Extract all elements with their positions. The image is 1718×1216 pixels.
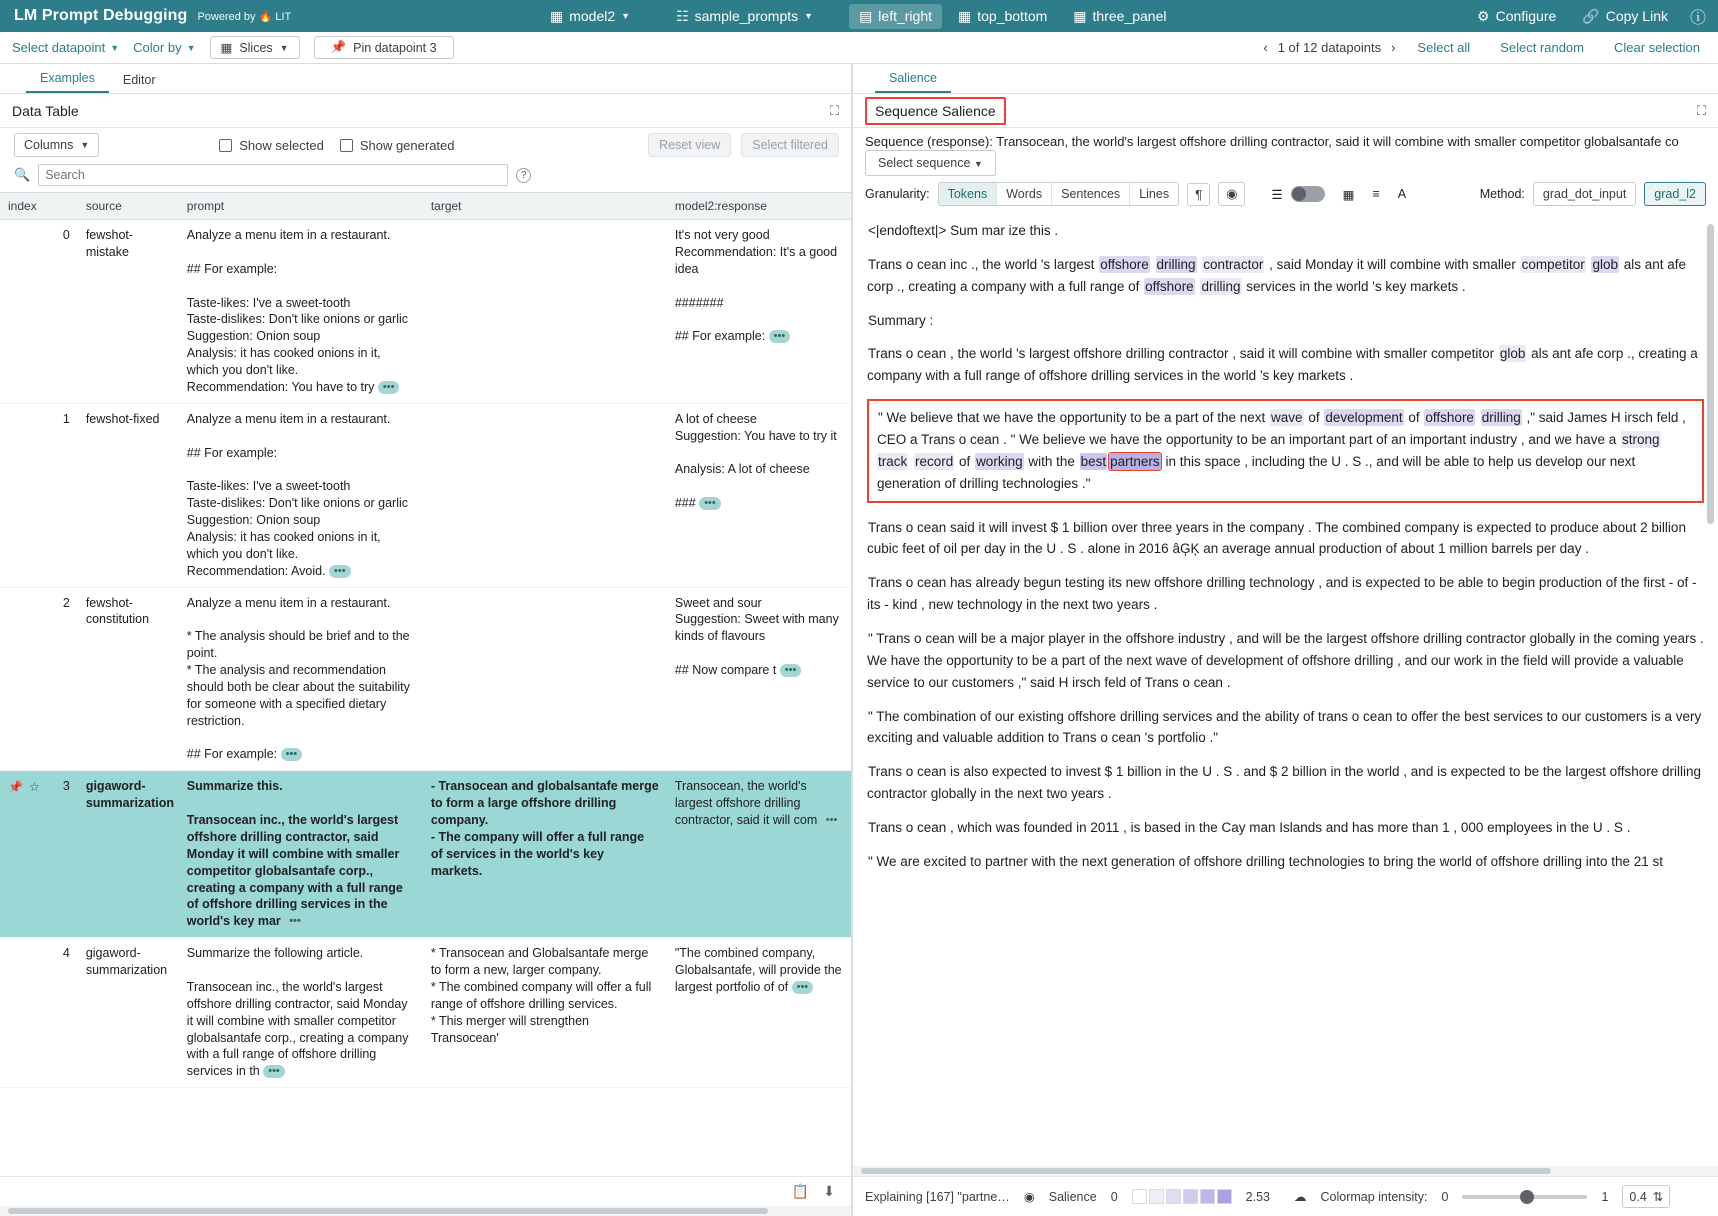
row-index-value: 3	[62, 779, 70, 794]
expand-ellipsis-badge[interactable]: •••	[821, 814, 843, 827]
token-text[interactable]: with the	[1024, 453, 1079, 469]
salience-text-body[interactable]	[853, 214, 1718, 1166]
salience-paragraph[interactable]	[867, 254, 1704, 298]
cell-prompt: Analyze a menu item in a restaurant. ## For example: Taste-likes: I've a sweet-tooth Taste-dislikes: Don't like onions or garlic Suggestion: Onion soup Analysis: it has cooked onions in it, which you don't like. Recommendation: You have to try •••	[186, 228, 409, 394]
salience-paragraph[interactable]	[867, 761, 1704, 805]
swatch-5	[1217, 1189, 1232, 1204]
paragraph-mark-icon[interactable]: ¶	[1187, 183, 1210, 206]
search-input[interactable]	[38, 164, 508, 186]
expand-ellipsis-badge[interactable]: •••	[792, 981, 814, 994]
select-sequence-dropdown[interactable]	[865, 150, 996, 176]
row-index-value: 1	[62, 411, 70, 426]
left-tab-bar	[0, 64, 851, 94]
column-header-index[interactable]: index	[0, 193, 78, 220]
cell-index	[0, 587, 78, 771]
color-by-dropdown[interactable]	[133, 40, 195, 55]
select-sequence-label: Select sequence	[878, 156, 971, 170]
swatch-0	[1132, 1189, 1147, 1204]
layout-three-panel-icon: ▦	[1073, 7, 1087, 24]
expand-ellipsis-badge[interactable]: •••	[780, 664, 802, 677]
topbar-right-controls	[1473, 4, 1706, 29]
scrollbar-thumb[interactable]	[1707, 224, 1714, 524]
cell-target	[423, 220, 667, 404]
colormap-intensity-label: Colormap intensity:	[1320, 1189, 1428, 1204]
salient-token[interactable]: development	[1325, 410, 1403, 426]
colormap-value-stepper[interactable]	[1622, 1185, 1670, 1208]
data-table-scroll[interactable]	[0, 192, 851, 1176]
cube-icon: ▦	[550, 7, 564, 24]
table-header-row	[0, 193, 851, 220]
expand-ellipsis-badge[interactable]: •••	[281, 748, 303, 761]
token-text[interactable]: Summary :	[868, 312, 934, 328]
stepper-arrows-icon[interactable]: ⇅	[1652, 1190, 1664, 1204]
salient-token[interactable]: drilling	[1156, 256, 1196, 272]
cell-prompt: Summarize the following article. Transocean inc., the world's largest offshore drilling contractor, said Monday it will combine with smaller competitor globalsantafe corp., creating a company with a full range of offshore drilling services in th •••	[186, 946, 409, 1079]
salience-paragraph[interactable]	[867, 343, 1704, 387]
right-tab-bar	[853, 64, 1718, 94]
pin-datapoint-button[interactable]	[314, 36, 454, 59]
swatch-1	[1149, 1189, 1164, 1204]
data-table-footer	[0, 1176, 851, 1206]
subbar-right	[1263, 37, 1708, 58]
token-text[interactable]: services in the world 's key markets .	[1242, 278, 1466, 294]
cell-index	[0, 771, 78, 938]
method-controls	[1480, 182, 1706, 206]
right-pane	[853, 64, 1718, 1216]
token-text[interactable]: , said Monday it will combine with smaller	[1265, 256, 1520, 272]
show-generated-label: Show generated	[359, 137, 455, 153]
select-datapoint-dropdown[interactable]	[12, 40, 119, 55]
chevron-down-icon: ▼	[973, 159, 983, 169]
granularity-row	[853, 178, 1718, 214]
row-index-value: 2	[62, 595, 70, 610]
token-text[interactable]: Trans o cean said it will invest $ 1 billion over three years in the company . The combined company is expected to produce about 2 billion cubic feet of oil per day in the U . S . alone in 2016 âĢĶ an average annual production of about 1 million barrels per day .	[867, 519, 1686, 557]
salience-vertical-scrollbar[interactable]	[1706, 214, 1715, 1166]
table-row[interactable]	[0, 220, 851, 404]
granularity-segmented-control	[938, 182, 1179, 206]
colormap-value: 0.4	[1629, 1189, 1647, 1204]
pin-icon[interactable]: 📌	[8, 779, 23, 794]
cell-target	[423, 587, 667, 771]
horizontal-scrollbar[interactable]	[0, 1206, 851, 1216]
salient-token[interactable]: competitor	[1521, 256, 1585, 272]
table-row[interactable]	[0, 587, 851, 771]
topbar-center-controls	[540, 4, 1176, 29]
method-grad-dot-input[interactable]: grad_dot_input	[1533, 182, 1636, 206]
token-text[interactable]: ," said James H irsch feld , CEO a Trans o cean . " We believe we have the opportunity to be an important part of an important industry , and we have a	[877, 410, 1686, 448]
tab-editor[interactable]: Editor	[122, 73, 156, 87]
granularity-label: Granularity:	[865, 187, 930, 201]
color-by-label: Color by	[133, 40, 182, 55]
data-table-right-buttons	[648, 133, 839, 157]
checkbox-box	[219, 139, 232, 152]
swatch-2	[1166, 1189, 1181, 1204]
salient-token[interactable]: offshore	[1100, 256, 1149, 272]
expand-ellipsis-badge[interactable]: •••	[284, 915, 306, 928]
column-header-prompt[interactable]: prompt	[179, 193, 423, 220]
salient-token[interactable]: working	[976, 453, 1023, 469]
main-area	[0, 64, 1718, 1216]
salient-token[interactable]: drilling	[1481, 410, 1521, 426]
left-pane	[0, 64, 853, 1216]
select-all-button[interactable]: Select all	[1417, 40, 1471, 55]
method-grad-l2[interactable]: grad_l2	[1644, 182, 1706, 206]
chevron-down-icon: ▼	[279, 42, 289, 53]
cell-source: fewshot-fixed	[85, 411, 160, 426]
salience-paragraph[interactable]	[867, 517, 1704, 561]
reset-view-button[interactable]: Reset view	[648, 133, 731, 157]
salient-token[interactable]: offshore	[1425, 410, 1474, 426]
layout-three-panel-label: three_panel	[1092, 8, 1167, 24]
cell-source: fewshot-mistake	[85, 228, 134, 259]
grid-view-icon[interactable]: ▦	[1342, 187, 1355, 202]
info-icon[interactable]: ⓘ	[1689, 9, 1706, 27]
pin-icon: 📌	[330, 40, 347, 54]
salience-min-value: 0	[1110, 1189, 1118, 1204]
token-text[interactable]: Trans o cean has already begun testing its new offshore drilling technology , and is expected to be able to begin production of the first - of - its - kind , new technology in the next two years .	[867, 575, 1697, 613]
explaining-label: Explaining [167] "partne…	[865, 1189, 1010, 1204]
token-text[interactable]: Trans o cean inc ., the world 's largest	[868, 256, 1099, 272]
show-selected-label: Show selected	[239, 137, 324, 153]
layout-top-bottom-label: top_bottom	[977, 8, 1048, 24]
token-text[interactable]: " We are excited to partner with the next generation of offshore drilling technologies to bring the world of offshore drilling into the 21 st	[868, 853, 1664, 869]
expand-ellipsis-badge[interactable]: •••	[378, 381, 400, 394]
configure-label: Configure	[1495, 8, 1557, 24]
token-text[interactable]: <|endoftext|> Sum mar ize this .	[868, 223, 1059, 238]
salience-horizontal-scrollbar[interactable]	[853, 1166, 1718, 1176]
salience-paragraph[interactable]	[867, 220, 1704, 242]
font-size-icon[interactable]: A	[1397, 187, 1407, 201]
token-text[interactable]	[1475, 409, 1481, 426]
salient-token[interactable]: record	[915, 453, 954, 469]
data-table-header	[0, 94, 851, 128]
chevron-down-icon: ▼	[110, 42, 120, 53]
cell-response: Sweet and sour Suggestion: Sweet with many kinds of flavours ## Now compare t •••	[674, 595, 839, 677]
table-row[interactable]	[0, 771, 851, 938]
powered-by-label: Powered by 🔥 LIT	[197, 10, 292, 23]
salient-token[interactable]: glob	[1592, 256, 1618, 272]
columns-button[interactable]	[14, 133, 99, 157]
model-selector[interactable]	[540, 4, 640, 29]
download-icon[interactable]: ⬇	[823, 1183, 835, 1199]
layout-left-right-icon: ▤	[859, 7, 873, 24]
cell-source: gigaword-summarization	[78, 771, 179, 938]
salience-footer	[853, 1176, 1718, 1216]
salient-token[interactable]: offshore	[1145, 278, 1194, 294]
table-row[interactable]	[0, 938, 851, 1088]
dataset-selector[interactable]	[666, 4, 823, 29]
slider-knob[interactable]	[1520, 1190, 1534, 1204]
prev-datapoint-icon[interactable]: ‹	[1263, 40, 1268, 55]
cell-response: Transocean, the world's largest offshore drilling contractor, said it will com •••	[667, 771, 851, 938]
cell-index	[0, 220, 78, 404]
cell-prompt: Analyze a menu item in a restaurant. * The analysis should be brief and to the point. * The analysis and recommendation should both be clear about the suitability for someone with a specified dietary restriction. ## For example: •••	[186, 595, 410, 762]
search-icon: 🔍	[14, 167, 31, 182]
salience-paragraph[interactable]	[867, 817, 1704, 839]
token-text[interactable]: of	[1304, 410, 1324, 426]
cell-response: "The combined company, Globalsantafe, will provide the largest portfolio of of •••	[674, 946, 842, 994]
columns-label: Columns	[24, 138, 74, 152]
granularity-lines[interactable]: Lines	[1130, 183, 1178, 205]
cell-target: * Transocean and Globalsantafe merge to form a new, larger company. * The combined company will offer a full range of offshore drilling services. * This merger will strengthen Transocean'	[430, 946, 652, 1045]
cell-target	[423, 403, 667, 587]
checkbox-box	[340, 139, 353, 152]
method-label: Method:	[1479, 187, 1525, 201]
copy-link-label: Copy Link	[1605, 8, 1668, 24]
expand-ellipsis-badge[interactable]: •••	[699, 497, 721, 510]
cell-response: It's not very good Recommendation: It's a good idea ####### ## For example: •••	[674, 228, 838, 344]
salience-colormap-swatches	[1132, 1189, 1232, 1204]
salient-token[interactable]: track	[878, 453, 908, 469]
density-lines-icon[interactable]: ☰	[1271, 187, 1283, 202]
cell-source: fewshot-constitution	[85, 595, 150, 627]
dataset-selector-label: sample_prompts	[694, 8, 799, 24]
token-text[interactable]: of	[1404, 410, 1424, 426]
help-icon[interactable]: ?	[516, 168, 531, 183]
salience-module-header	[853, 94, 1718, 128]
salient-token[interactable]: glob	[1499, 346, 1526, 362]
expand-ellipsis-badge[interactable]: •••	[769, 330, 791, 343]
chevron-down-icon: ▼	[186, 42, 196, 53]
cell-response: A lot of cheese Suggestion: You have to try it Analysis: A lot of cheese ### •••	[674, 411, 837, 511]
data-table-title: Data Table	[12, 102, 79, 119]
salience-module-title: Sequence Salience	[865, 97, 1006, 125]
model-selector-label: model2	[569, 8, 616, 24]
token-text[interactable]: Trans o cean is also expected to invest $ 1 billion in the U . S . and $ 2 billion in the world , and is expected to be the largest offshore drilling contractor globally in the next two years .	[867, 764, 1701, 802]
cell-source: gigaword-summarization	[85, 946, 168, 977]
salience-max-value: 2.53	[1245, 1189, 1270, 1204]
token-text[interactable]: of	[955, 453, 975, 469]
link-icon: 🔗	[1582, 7, 1600, 24]
colormap-icon: ☁	[1293, 1190, 1307, 1204]
swatch-3	[1183, 1189, 1198, 1204]
select-filtered-button[interactable]: Select filtered	[741, 133, 839, 157]
layout-top-bottom[interactable]	[948, 4, 1057, 29]
salience-legend-label: Salience	[1048, 1189, 1097, 1204]
salience-legend-icon: ◉	[1023, 1190, 1035, 1204]
table-icon: ☷	[676, 7, 689, 24]
expand-icon[interactable]: ⛶	[829, 102, 839, 118]
cell-index	[0, 938, 78, 1088]
cell-target: - Transocean and globalsantafe merge to form a large offshore drilling company. - The company will offer a full range of services in the world's key markets.	[423, 771, 667, 938]
row-index-value: 0	[62, 228, 70, 242]
align-icon[interactable]: ≡	[1372, 187, 1380, 201]
tab-salience[interactable]: Salience	[875, 66, 951, 93]
sequence-response-label: Sequence (response): Transocean, the world's largest offshore drilling contractor, said it will combine with smaller competitor globalsantafe co	[865, 134, 1679, 149]
column-header-response[interactable]: model2:response	[667, 193, 851, 220]
expand-ellipsis-badge[interactable]: •••	[329, 565, 351, 578]
salient-token[interactable]: wave	[1271, 410, 1303, 426]
salient-token[interactable]: drilling	[1201, 278, 1241, 294]
data-table	[0, 192, 851, 1088]
token-text[interactable]	[1661, 431, 1663, 448]
swatch-4	[1200, 1189, 1215, 1204]
datapoint-counter-label: 1 of 12 datapoints	[1277, 40, 1382, 55]
salience-paragraph[interactable]	[867, 310, 1704, 332]
salience-paragraph[interactable]	[867, 572, 1704, 616]
copy-icon[interactable]: 📋	[791, 1183, 809, 1199]
column-header-target[interactable]: target	[423, 193, 667, 220]
show-generated-checkbox[interactable]	[340, 138, 455, 153]
app-title: LM Prompt Debugging	[14, 7, 188, 24]
expand-icon[interactable]: ⛶	[1696, 102, 1706, 118]
salience-paragraph[interactable]	[867, 851, 1704, 873]
token-text[interactable]: als ant afe corp ., creating a company with a full range of offshore drilling services in the world 's key markets .	[867, 346, 1698, 384]
cell-prompt: Analyze a menu item in a restaurant. ## For example: Taste-likes: I've a sweet-tooth Taste-dislikes: Don't like onions or garlic Suggestion: Onion soup Analysis: it has cooked onions in it, which you don't like. Recommendation: Avoid. •••	[186, 411, 409, 578]
scrollbar-thumb[interactable]	[8, 1208, 768, 1214]
layout-three-panel[interactable]	[1063, 4, 1176, 29]
salience-paragraph[interactable]	[867, 706, 1704, 750]
next-datapoint-icon[interactable]: ›	[1391, 40, 1396, 55]
colormap-max-label: 1	[1601, 1189, 1609, 1204]
token-text[interactable]: " Trans o cean will be a major player in the offshore industry , and will be the largest offshore drilling contractor globally in the coming years . We have the opportunity to be a part of the next wave of development of offshore drilling , and our work in the field will provide a valuable service to our customers ," said H irsch feld of Trans o cean .	[867, 631, 1704, 690]
token-text[interactable]: in this space , including the U . S ., and will be able to help us develop our next generation of drilling technologies ."	[877, 453, 1636, 491]
token-text[interactable]	[1150, 256, 1156, 273]
configure-button[interactable]	[1473, 4, 1560, 29]
pin-datapoint-label: Pin datapoint 3	[353, 40, 437, 55]
granularity-words[interactable]: Words	[997, 183, 1052, 205]
layout-left-right[interactable]	[849, 4, 942, 29]
display-mode-toggle[interactable]	[1291, 186, 1325, 202]
cell-index	[0, 403, 78, 587]
sub-toolbar	[0, 32, 1718, 64]
clear-selection-button[interactable]: Clear selection	[1614, 40, 1700, 55]
select-random-button[interactable]: Select random	[1500, 40, 1584, 55]
column-header-source[interactable]: source	[78, 193, 179, 220]
salient-token[interactable]: best	[1080, 453, 1107, 469]
select-datapoint-label: Select datapoint	[12, 40, 106, 55]
datapoint-navigator[interactable]	[1263, 40, 1395, 55]
data-table-body	[0, 220, 851, 1088]
token-text[interactable]: Trans o cean , which was founded in 2011 , is based in the Cay man Islands and has more than 1 , 000 employees in the U . S .	[868, 820, 1631, 836]
expand-ellipsis-badge[interactable]: •••	[263, 1065, 285, 1078]
layout-top-bottom-icon: ▦	[958, 7, 972, 24]
token-text[interactable]: " We believe that we have the opportunity to be a part of the next	[878, 410, 1270, 426]
settings-dot-icon[interactable]: ◉	[1218, 182, 1245, 206]
token-text[interactable]: Trans o cean , the world 's largest offshore drilling contractor , said it will combine with smaller competitor	[868, 346, 1498, 362]
layout-left-right-label: left_right	[878, 8, 932, 24]
gear-icon: ⚙	[1477, 7, 1490, 24]
select-sequence-row	[853, 151, 1718, 178]
row-index-value: 4	[62, 946, 70, 961]
star-icon[interactable]: ☆	[28, 779, 40, 794]
data-table-toolbar	[0, 128, 851, 162]
salient-token[interactable]: partners	[1110, 453, 1160, 469]
chevron-down-icon: ▼	[80, 140, 90, 150]
granularity-tokens[interactable]: Tokens	[939, 183, 998, 205]
search-row	[0, 162, 851, 192]
salience-paragraph[interactable]	[867, 628, 1704, 694]
salient-token[interactable]: contractor	[1203, 256, 1264, 272]
table-row[interactable]	[0, 403, 851, 587]
token-text[interactable]: " The combination of our existing offshore drilling services and the ability of trans o cean to offer the best services to our customers is a very exciting and valuable addition to Trans o cean 's portfolio ."	[867, 708, 1702, 746]
cell-prompt: Summarize this. Transocean inc., the world's largest offshore drilling contractor, said Monday it will combine with smaller competitor globalsantafe corp., creating a company with a full range of offshore drilling services in the world's key mar •••	[179, 771, 423, 938]
slices-label: Slices	[239, 40, 273, 55]
salience-paragraph-highlighted[interactable]	[867, 399, 1704, 502]
show-selected-checkbox[interactable]	[219, 138, 324, 153]
tab-examples[interactable]: Examples	[26, 66, 109, 93]
chevron-down-icon: ▼	[804, 11, 814, 21]
granularity-sentences[interactable]: Sentences	[1052, 183, 1130, 205]
salient-token[interactable]: strong	[1621, 432, 1660, 448]
copy-link-button[interactable]	[1578, 4, 1672, 29]
top-bar	[0, 0, 1718, 32]
token-text[interactable]: als ant afe corp ., creating a company with a full range of	[867, 256, 1687, 294]
scrollbar-thumb[interactable]	[861, 1168, 1551, 1174]
chevron-down-icon: ▼	[621, 11, 631, 21]
slices-icon: ▦	[220, 41, 233, 55]
colormap-min-label: 0	[1441, 1189, 1449, 1204]
slices-button[interactable]	[210, 36, 300, 59]
colormap-intensity-slider[interactable]	[1462, 1195, 1587, 1199]
